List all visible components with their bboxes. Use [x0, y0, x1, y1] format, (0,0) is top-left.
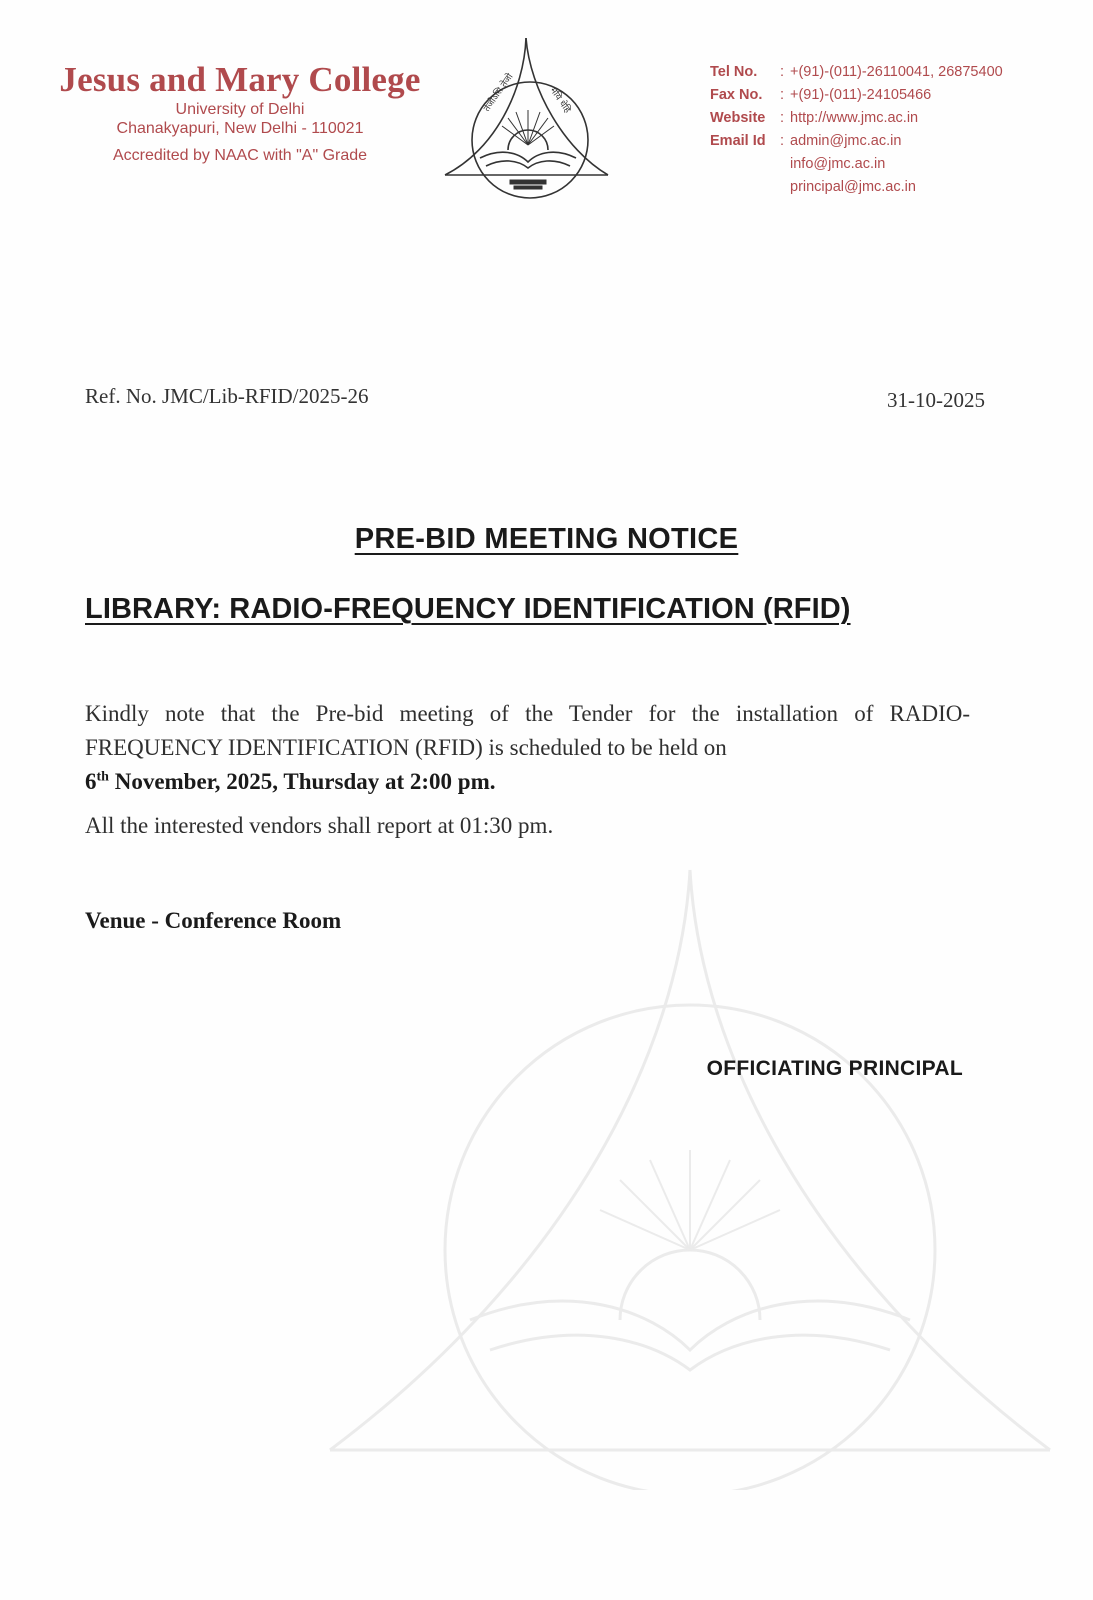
notice-title: PRE-BID MEETING NOTICE — [354, 523, 739, 555]
email-row — [710, 176, 1003, 199]
email-row — [710, 130, 1003, 153]
fax-row — [710, 84, 1003, 107]
college-logo — [440, 30, 620, 200]
day-suffix: th — [96, 769, 109, 785]
fax-value: +(91)-(011)-24105466 — [790, 87, 932, 103]
university-name: University of Delhi — [175, 101, 305, 118]
separator: : — [780, 133, 785, 149]
website-row — [710, 107, 1003, 130]
email-principal[interactable]: principal@jmc.ac.in — [790, 179, 916, 195]
college-name: Jesus and Mary College — [59, 60, 421, 99]
logo-motto-right: मयि धेहि — [547, 85, 573, 116]
notice-subject: LIBRARY: RADIO-FREQUENCY IDENTIFICATION (RFID) — [85, 593, 851, 625]
email-row — [710, 153, 1003, 176]
college-name-block — [50, 60, 430, 165]
website-label: Website — [710, 110, 766, 126]
meeting-day: 6 — [85, 769, 97, 794]
tel-row — [710, 61, 1003, 84]
website-link[interactable]: http://www.jmc.ac.in — [790, 110, 919, 126]
separator: : — [780, 110, 785, 126]
email-admin[interactable]: admin@jmc.ac.in — [790, 133, 902, 149]
notice-paragraph — [85, 697, 970, 799]
college-address: Chanakyapuri, New Delhi - 110021 — [116, 120, 364, 137]
tel-value: +(91)-(011)-26110041, 26875400 — [790, 64, 1003, 80]
contact-info — [710, 61, 1003, 199]
meeting-date-rest: November, 2025, Thursday at 2:00 pm. — [108, 769, 496, 794]
reference-number: Ref. No. JMC/Lib-RFID/2025-26 — [85, 384, 369, 408]
meeting-datetime — [85, 769, 496, 794]
email-label: Email Id — [710, 133, 766, 149]
separator: : — [780, 87, 785, 103]
logo-motto-left: तेजोऽसि तेजो — [482, 72, 516, 114]
paragraph-text: Kindly note that the Pre-bid meeting of the Tender for the installation of RADIO-FREQUENCY IDENTIFICATION (RFID) is scheduled to be held on — [85, 701, 970, 760]
fax-label: Fax No. — [710, 87, 763, 103]
venue-text: Venue - Conference Room — [85, 908, 342, 933]
signatory-title: OFFICIATING PRINCIPAL — [706, 1057, 963, 1080]
notice-date: 31-10-2025 — [887, 388, 985, 412]
tel-label: Tel No. — [710, 64, 758, 80]
separator: : — [780, 64, 785, 80]
accreditation-text: Accredited by NAAC with "A" Grade — [112, 147, 368, 164]
college-emblem-watermark — [320, 850, 1060, 1490]
email-info[interactable]: info@jmc.ac.in — [790, 156, 886, 172]
report-time-text: All the interested vendors shall report at 01:30 pm. — [85, 813, 554, 838]
